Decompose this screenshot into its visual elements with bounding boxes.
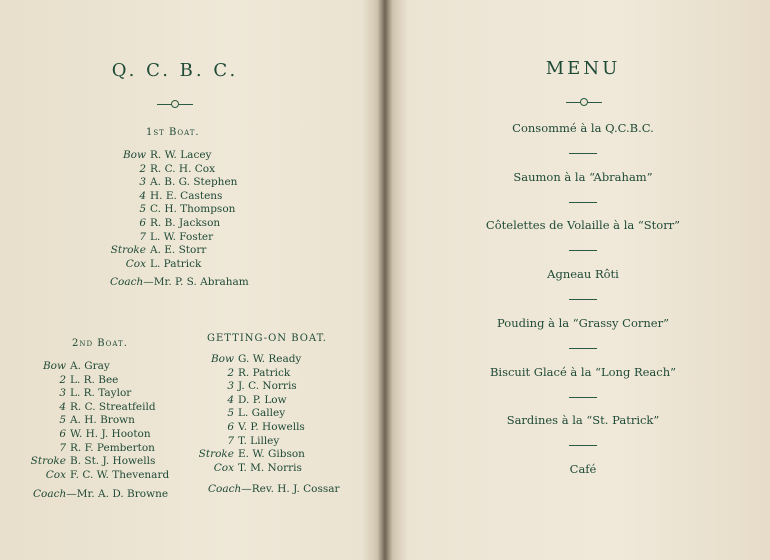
course-separator — [569, 153, 597, 154]
roster-row — [92, 244, 237, 258]
rower-name: R. B. Jackson — [150, 216, 221, 229]
roster-row — [92, 203, 237, 217]
roster-row — [24, 360, 169, 374]
menu-title: MENU — [545, 58, 621, 79]
seat-position: Bow — [42, 360, 66, 372]
seat-position: 2 — [139, 162, 146, 175]
seat-position: 7 — [139, 230, 146, 243]
seat-position: Cox — [45, 468, 66, 481]
second-boat-roster — [24, 360, 169, 482]
roster-row — [92, 149, 237, 163]
roster-row — [193, 353, 305, 367]
second-boat-heading: 2nd Boat. — [72, 338, 128, 349]
roster-row — [193, 435, 305, 449]
seat-position: 6 — [139, 216, 146, 229]
rower-name: T. M. Norris — [238, 461, 302, 474]
course-separator — [569, 397, 597, 398]
seat-position: 2 — [227, 366, 234, 379]
rower-name: L. R. Taylor — [70, 387, 132, 400]
rower-name: L. Galley — [238, 407, 286, 420]
roster-row — [92, 258, 237, 272]
rower-name: W. H. J. Hooton — [70, 427, 151, 440]
seat-position: 3 — [227, 380, 234, 393]
seat-position: 7 — [59, 441, 66, 454]
rower-name: D. P. Low — [238, 393, 287, 406]
first-boat-coach — [110, 276, 249, 288]
second-boat-coach — [33, 488, 168, 500]
rower-name: A. E. Storr — [150, 244, 207, 257]
seat-position: 3 — [59, 387, 66, 400]
seat-position: 5 — [59, 414, 66, 427]
seat-position: Stroke — [30, 455, 66, 468]
seat-position: 4 — [139, 189, 146, 202]
getting-on-boat-roster — [193, 353, 305, 475]
getting-on-boat-heading: GETTING-ON BOAT. — [207, 333, 327, 344]
coach-name: —Mr. P. S. Abraham — [143, 276, 249, 288]
seat-position: 7 — [227, 434, 234, 447]
roster-row — [193, 421, 305, 435]
rower-name: V. P. Howells — [238, 420, 305, 433]
roster-row — [24, 442, 169, 456]
roster-row — [92, 176, 237, 190]
rower-name: E. W. Gibson — [238, 448, 305, 461]
rower-name: R. Patrick — [238, 366, 291, 379]
seat-position: 3 — [139, 176, 146, 189]
roster-row — [92, 217, 237, 231]
menu-dish: Saumon à la “Abraham” — [513, 169, 653, 184]
seat-position: Stroke — [110, 244, 146, 257]
rower-name: H. E. Castens — [150, 189, 223, 202]
course-separator — [569, 348, 597, 349]
roster-row — [193, 367, 305, 381]
rower-name: R. C. H. Cox — [150, 162, 216, 175]
menu-dish: Sardines à la “St. Patrick” — [506, 413, 660, 428]
club-title: Q. C. B. C. — [111, 60, 239, 81]
seat-position: 4 — [59, 400, 66, 413]
menu-dish: Pouding à la “Grassy Corner” — [497, 315, 669, 330]
rower-name: T. Lilley — [238, 434, 280, 447]
coach-label: Coach — [110, 276, 144, 288]
coach-label: Coach — [33, 488, 67, 500]
roster-row — [24, 374, 169, 388]
roster-row — [92, 163, 237, 177]
course-separator — [569, 250, 597, 251]
menu-dish: Côtelettes de Volaille à la “Storr” — [485, 218, 681, 233]
roster-row — [193, 394, 305, 408]
seat-position: 6 — [227, 420, 234, 433]
course-separator — [569, 299, 597, 300]
seat-position: 2 — [59, 373, 66, 386]
rower-name: G. W. Ready — [238, 353, 302, 365]
rower-name: J. C. Norris — [238, 380, 297, 393]
right-page — [388, 0, 770, 560]
rower-name: R. C. Streatfeild — [70, 400, 156, 413]
roster-row — [193, 462, 305, 476]
course-separator — [569, 202, 597, 203]
roster-row — [193, 448, 305, 462]
menu-dish: Agneau Rôti — [547, 267, 619, 282]
ornament-left — [157, 99, 193, 111]
seat-position: Cox — [213, 461, 234, 474]
rower-name: A. B. G. Stephen — [150, 176, 238, 189]
roster-row — [24, 414, 169, 428]
rower-name: R. W. Lacey — [150, 149, 212, 161]
seat-position: 5 — [227, 407, 234, 420]
seat-position: Stroke — [198, 448, 234, 461]
left-page — [0, 0, 382, 560]
rower-name: L. Patrick — [150, 257, 202, 270]
ornament-right — [566, 97, 602, 109]
seat-position: 5 — [139, 203, 146, 216]
roster-row — [24, 469, 169, 483]
seat-position: 6 — [59, 427, 66, 440]
roster-row — [24, 401, 169, 415]
roster-row — [193, 407, 305, 421]
first-boat-roster — [92, 149, 237, 271]
seat-position: Cox — [125, 257, 146, 270]
rower-name: A. Gray — [70, 360, 110, 372]
menu-dish: Biscuit Glacé à la “Long Reach” — [489, 364, 677, 379]
roster-row — [92, 190, 237, 204]
seat-position: Bow — [122, 149, 146, 161]
roster-row — [24, 428, 169, 442]
seat-position: Bow — [210, 353, 234, 365]
rower-name: B. St. J. Howells — [70, 455, 156, 468]
rower-name: R. F. Pemberton — [70, 441, 155, 454]
rower-name: A. H. Brown — [70, 414, 135, 427]
coach-label: Coach — [208, 483, 242, 495]
coach-name: —Rev. H. J. Cossar — [241, 483, 340, 495]
roster-row — [24, 387, 169, 401]
getting-on-boat-coach — [208, 483, 340, 495]
rower-name: L. W. Foster — [150, 230, 214, 243]
rower-name: C. H. Thompson — [150, 203, 236, 216]
roster-row — [92, 231, 237, 245]
menu-dish: Consommé à la Q.C.B.C. — [512, 121, 654, 135]
roster-row — [24, 455, 169, 469]
rower-name: L. R. Bee — [70, 373, 119, 386]
coach-name: —Mr. A. D. Browne — [66, 488, 169, 500]
roster-row — [193, 380, 305, 394]
first-boat-heading: 1st Boat. — [146, 127, 200, 138]
menu-dish: Café — [569, 461, 597, 476]
rower-name: F. C. W. Thevenard — [70, 468, 170, 481]
course-separator — [569, 445, 597, 446]
seat-position: 4 — [227, 393, 234, 406]
